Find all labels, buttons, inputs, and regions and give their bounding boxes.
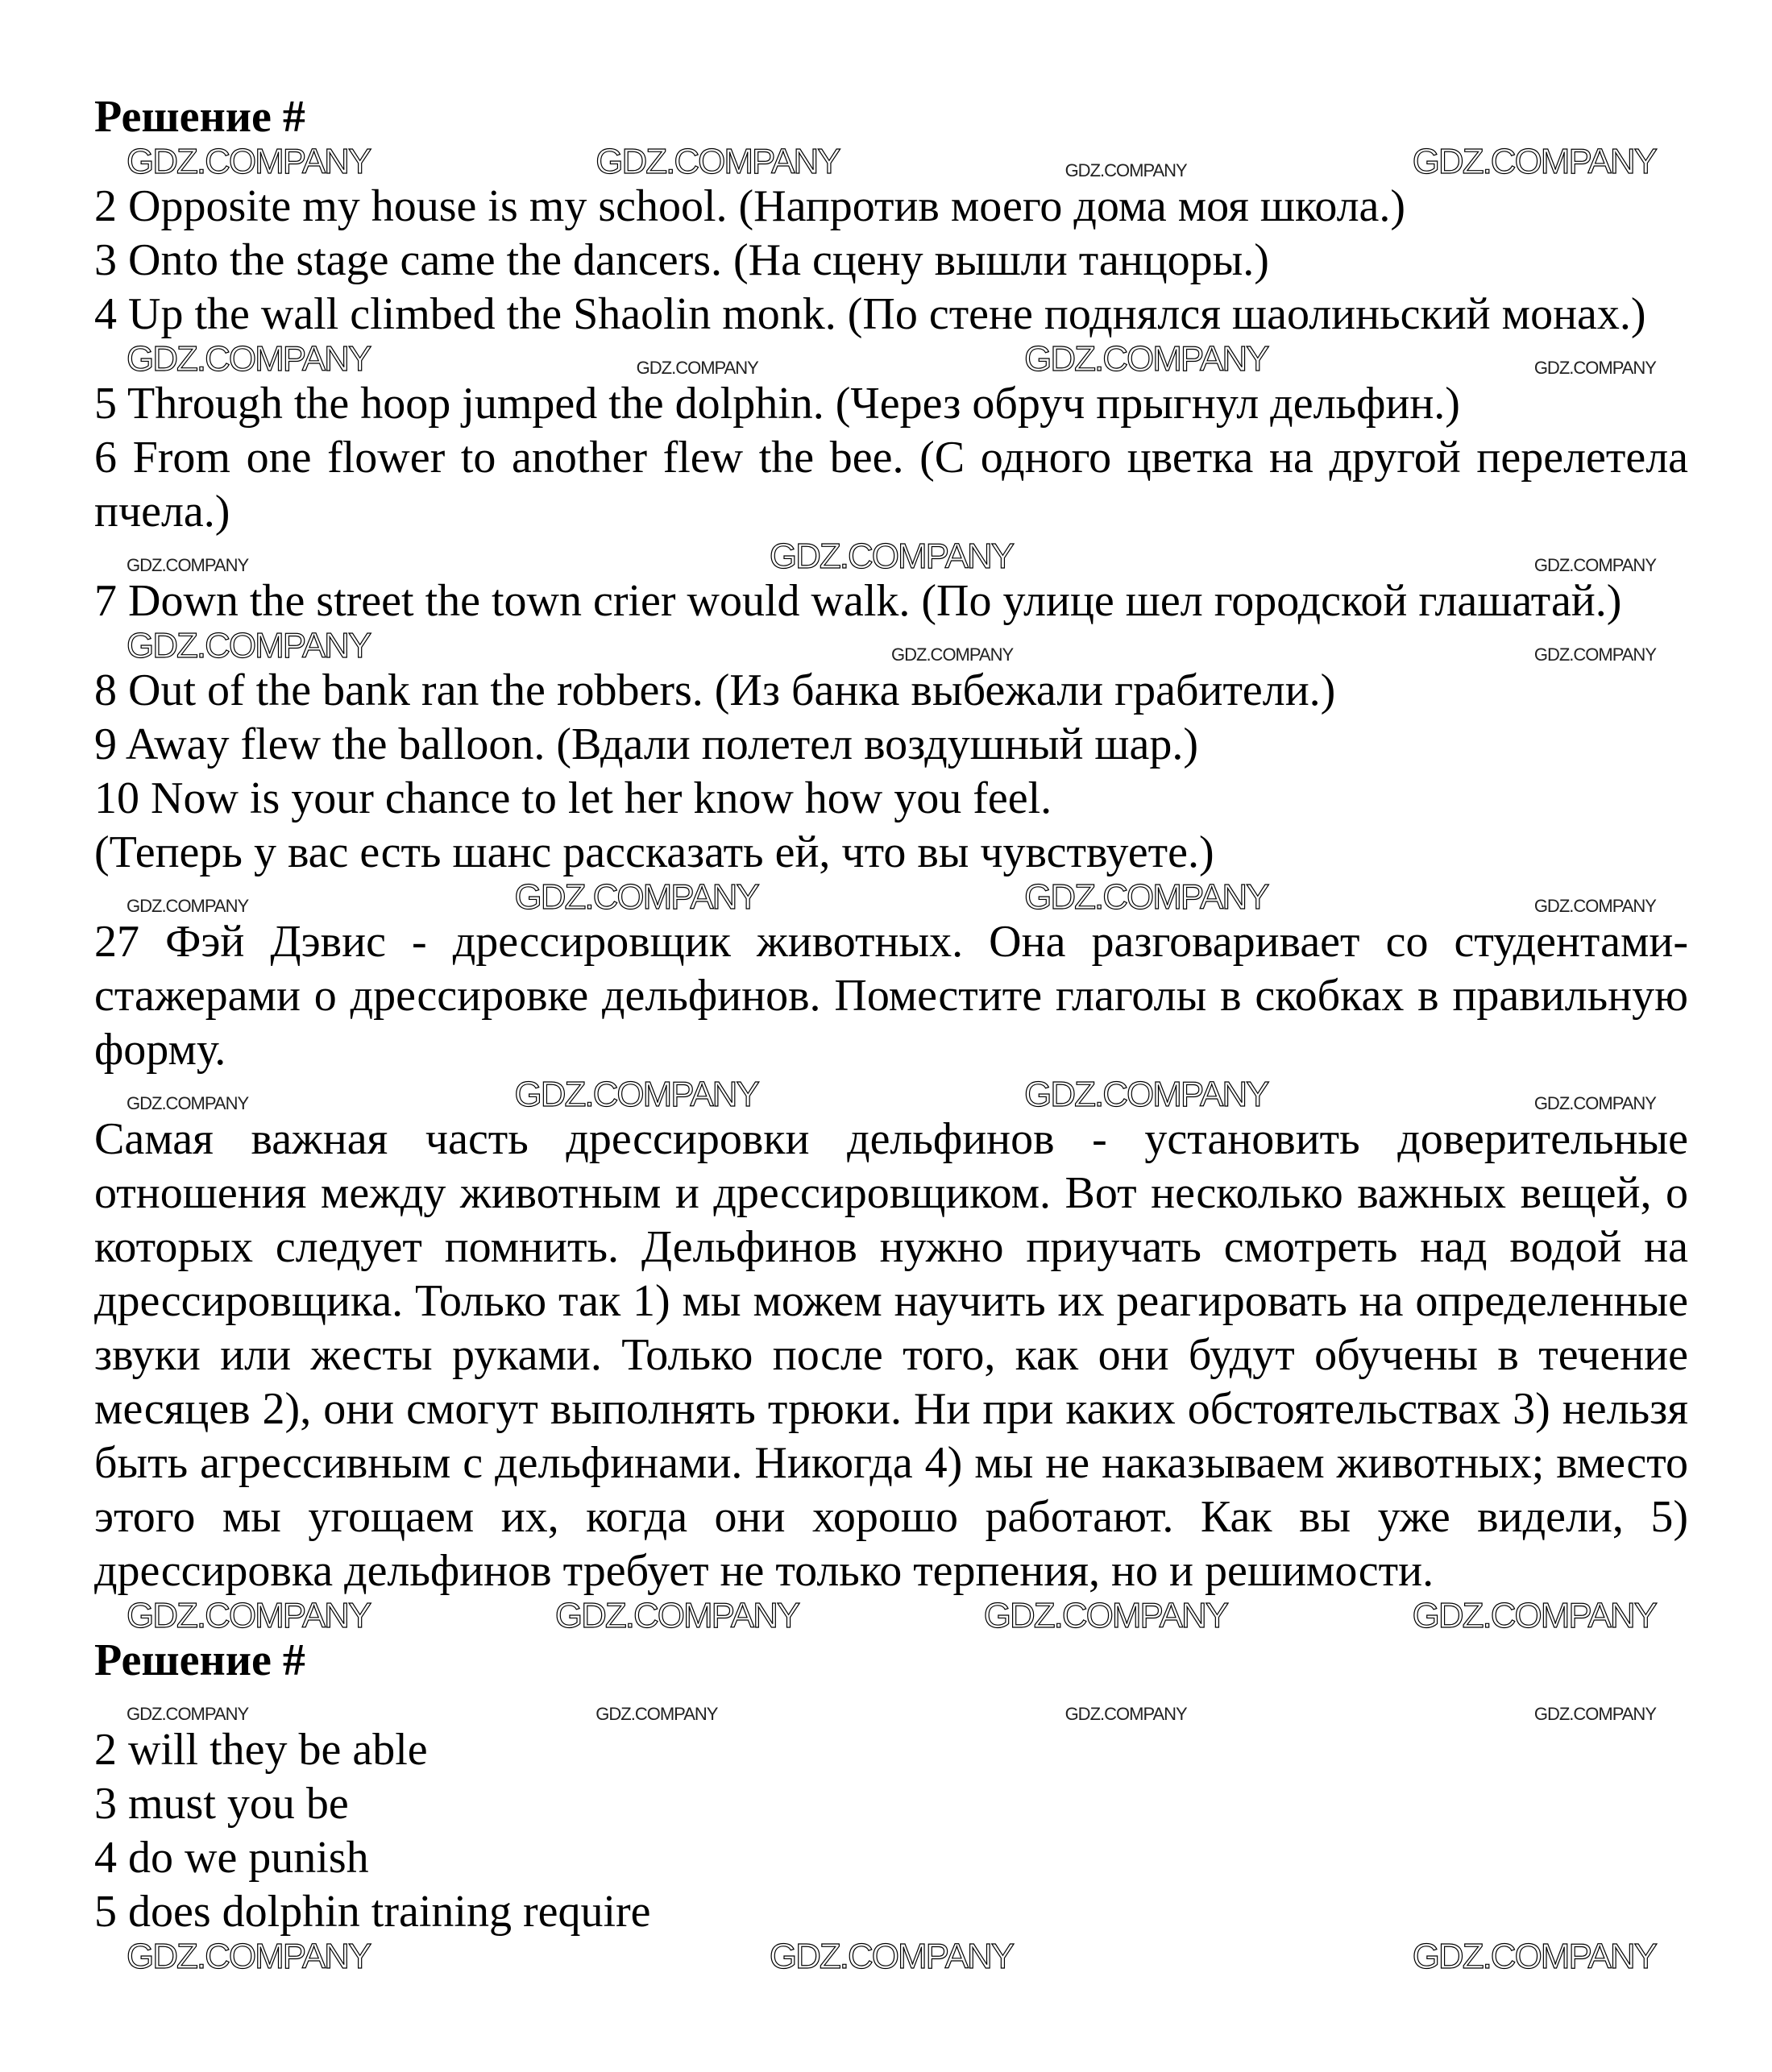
watermark: GDZ.COMPANY: [1064, 1704, 1187, 1724]
watermark: GDZ.COMPANY: [127, 896, 249, 916]
watermark: GDZ.COMPANY: [1412, 142, 1656, 181]
watermark: GDZ.COMPANY: [891, 644, 1014, 665]
solution-heading: Решение #: [94, 1635, 305, 1685]
watermark-row: [94, 1939, 1688, 1975]
answer-line: 10 Now is your chance to let her know how you feel.: [94, 773, 1052, 823]
watermark: GDZ.COMPANY: [1064, 160, 1187, 180]
answer-line: 5 Through the hoop jumped the dolphin. (Через обруч прыгнул дельфин.): [94, 379, 1460, 429]
watermark: GDZ.COMPANY: [596, 142, 840, 181]
watermark-row: [94, 877, 1688, 917]
watermark: GDZ.COMPANY: [514, 1075, 758, 1114]
answer-line: 9 Away flew the balloon. (Вдали полетел воздушный шар.): [94, 719, 1199, 769]
answer-line: 8 Out of the bank ran the robbers. (Из банка выбежали грабители.): [94, 665, 1336, 715]
solution-heading: Решение #: [94, 92, 305, 142]
answer-line: 7 Down the street the town crier would walk. (По улице шел городской глашатай.): [94, 576, 1622, 626]
watermark: GDZ.COMPANY: [1412, 1937, 1656, 1976]
watermark: GDZ.COMPANY: [1024, 339, 1268, 379]
answer-item: 2 will they be able: [94, 1725, 428, 1775]
answer-line: 2 Opposite my house is my school. (Напротив моего дома моя школа.): [94, 181, 1406, 231]
watermark-row: [94, 539, 1688, 574]
exercise-text: Самая важная часть дрессировки дельфинов - установить доверительные отношения между животным и дрессировщиком. Вот несколько важных вещей, о которых следует помнить. Дельфинов нужно приучать смотреть над водой на дрессировщика. Только так 1) мы можем научить их реагировать на определенные звуки или жесты руками. Только после того, как они будут обучены в течение месяцев 2), они смогут выполнять трюки. Ни при каких обстоятельствах 3) нельзя быть агрессивным с дельфинами. Никогда 4) мы не наказываем животных; вместо этого мы угощаем их, когда они хорошо работают. Как вы уже видели, 5) дрессировка дельфинов требует не только терпения, но и решимости.: [94, 1114, 1688, 1596]
answer-item: 3 must you be: [94, 1779, 349, 1829]
watermark: GDZ.COMPANY: [1533, 1704, 1656, 1724]
watermark: GDZ.COMPANY: [1533, 896, 1656, 916]
watermark: GDZ.COMPANY: [1533, 358, 1656, 378]
watermark: GDZ.COMPANY: [127, 626, 371, 665]
watermark: GDZ.COMPANY: [127, 555, 249, 575]
watermark: GDZ.COMPANY: [1412, 1596, 1656, 1635]
watermark: GDZ.COMPANY: [127, 1704, 249, 1724]
document-page: [94, 90, 1688, 1975]
answer-line: 6 From one flower to another flew the bee. (С одного цветка на другой перелетела пчела.): [94, 433, 1688, 537]
watermark: GDZ.COMPANY: [769, 537, 1014, 576]
watermark: GDZ.COMPANY: [1533, 555, 1656, 575]
watermark: GDZ.COMPANY: [636, 358, 758, 378]
watermark-row: [94, 1598, 1688, 1634]
watermark: GDZ.COMPANY: [127, 1596, 371, 1635]
watermark: GDZ.COMPANY: [554, 1596, 799, 1635]
watermark: GDZ.COMPANY: [769, 1937, 1014, 1976]
watermark: GDZ.COMPANY: [127, 142, 371, 181]
watermark-row: [94, 1688, 1688, 1723]
watermark: GDZ.COMPANY: [127, 339, 371, 379]
watermark: GDZ.COMPANY: [1024, 877, 1268, 917]
watermark: GDZ.COMPANY: [1533, 1093, 1656, 1113]
watermark-row: [94, 628, 1688, 664]
watermark-row: [94, 1077, 1688, 1113]
watermark-row: [94, 339, 1688, 379]
answer-item: 5 does dolphin training require: [94, 1887, 651, 1937]
answer-line: 4 Up the wall climbed the Shaolin monk. (По стене поднялся шаолиньский монах.): [94, 289, 1646, 339]
watermark: GDZ.COMPANY: [1024, 1075, 1268, 1114]
watermark: GDZ.COMPANY: [1533, 644, 1656, 665]
watermark: GDZ.COMPANY: [514, 877, 758, 917]
answer-line: (Теперь у вас есть шанс рассказать ей, что вы чувствуете.): [94, 827, 1214, 877]
watermark: GDZ.COMPANY: [983, 1596, 1228, 1635]
watermark: GDZ.COMPANY: [596, 1704, 718, 1724]
answer-line: 3 Onto the stage came the dancers. (На сцену вышли танцоры.): [94, 235, 1269, 285]
watermark-row: [94, 144, 1688, 180]
watermark: GDZ.COMPANY: [127, 1937, 371, 1976]
watermark: GDZ.COMPANY: [127, 1093, 249, 1113]
exercise-task: 27 Фэй Дэвис - дрессировщик животных. Она разговаривает со студентами-стажерами о дрессировке дельфинов. Поместите глаголы в скобках в правильную форму.: [94, 917, 1688, 1075]
answer-item: 4 do we punish: [94, 1833, 369, 1883]
